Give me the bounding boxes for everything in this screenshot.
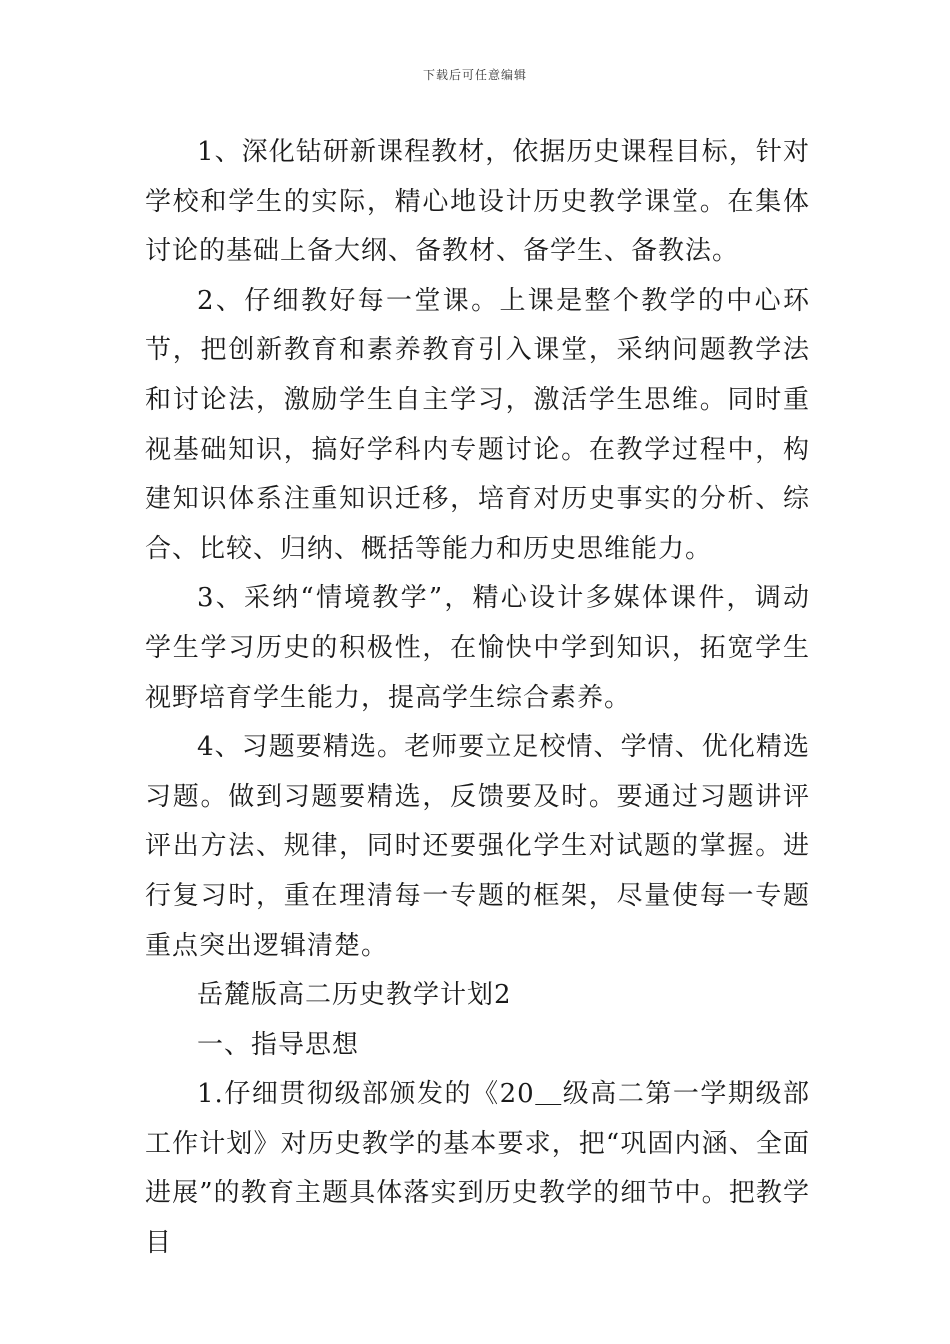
paragraph-item-1: 1、深化钻研新课程教材，依据历史课程目标，针对学校和学生的实际，精心地设计历史教学课堂。在集体讨论的基础上备大纲、备教材、备学生、备教法。 bbox=[145, 137, 810, 267]
paragraph-guiding-1: 1.仔细贯彻级部颁发的《20＿级高二第一学期级部工作计划》对历史教学的基本要求，把“巩固内涵、全面进展”的教育主题具体落实到历史教学的细节中。把教学目 bbox=[145, 1079, 810, 1259]
section-title: 岳麓版高二历史教学计划2 bbox=[197, 980, 512, 1011]
paragraph-item-2: 2、仔细教好每一堂课。上课是整个教学的中心环节，把创新教育和素养教育引入课堂，采纳问题教学法和讨论法，激励学生自主学习，激活学生思维。同时重视基础知识，搞好学科内专题讨论。在教学过程中，构建知识体系注重知识迁移，培育对历史事实的分析、综合、比较、归纳、概括等能力和历史思维能力。 bbox=[145, 285, 810, 564]
section-heading-guiding-ideology: 一、指导思想 bbox=[197, 1029, 360, 1060]
document-body bbox=[145, 128, 810, 1269]
paragraph-item-4: 4、习题要精选。老师要立足校情、学情、优化精选习题。做到习题要精选，反馈要及时。要通过习题讲评评出方法、规律，同时还要强化学生对试题的掌握。进行复习时，重在理清每一专题的框架，尽量使每一专题重点突出逻辑清楚。 bbox=[145, 732, 810, 961]
header-note: 下载后可任意编辑 bbox=[422, 68, 527, 82]
paragraph-item-3: 3、采纳“情境教学”，精心设计多媒体课件，调动学生学习历史的积极性，在愉快中学到知识，拓宽学生视野培育学生能力，提高学生综合素养。 bbox=[145, 583, 810, 713]
